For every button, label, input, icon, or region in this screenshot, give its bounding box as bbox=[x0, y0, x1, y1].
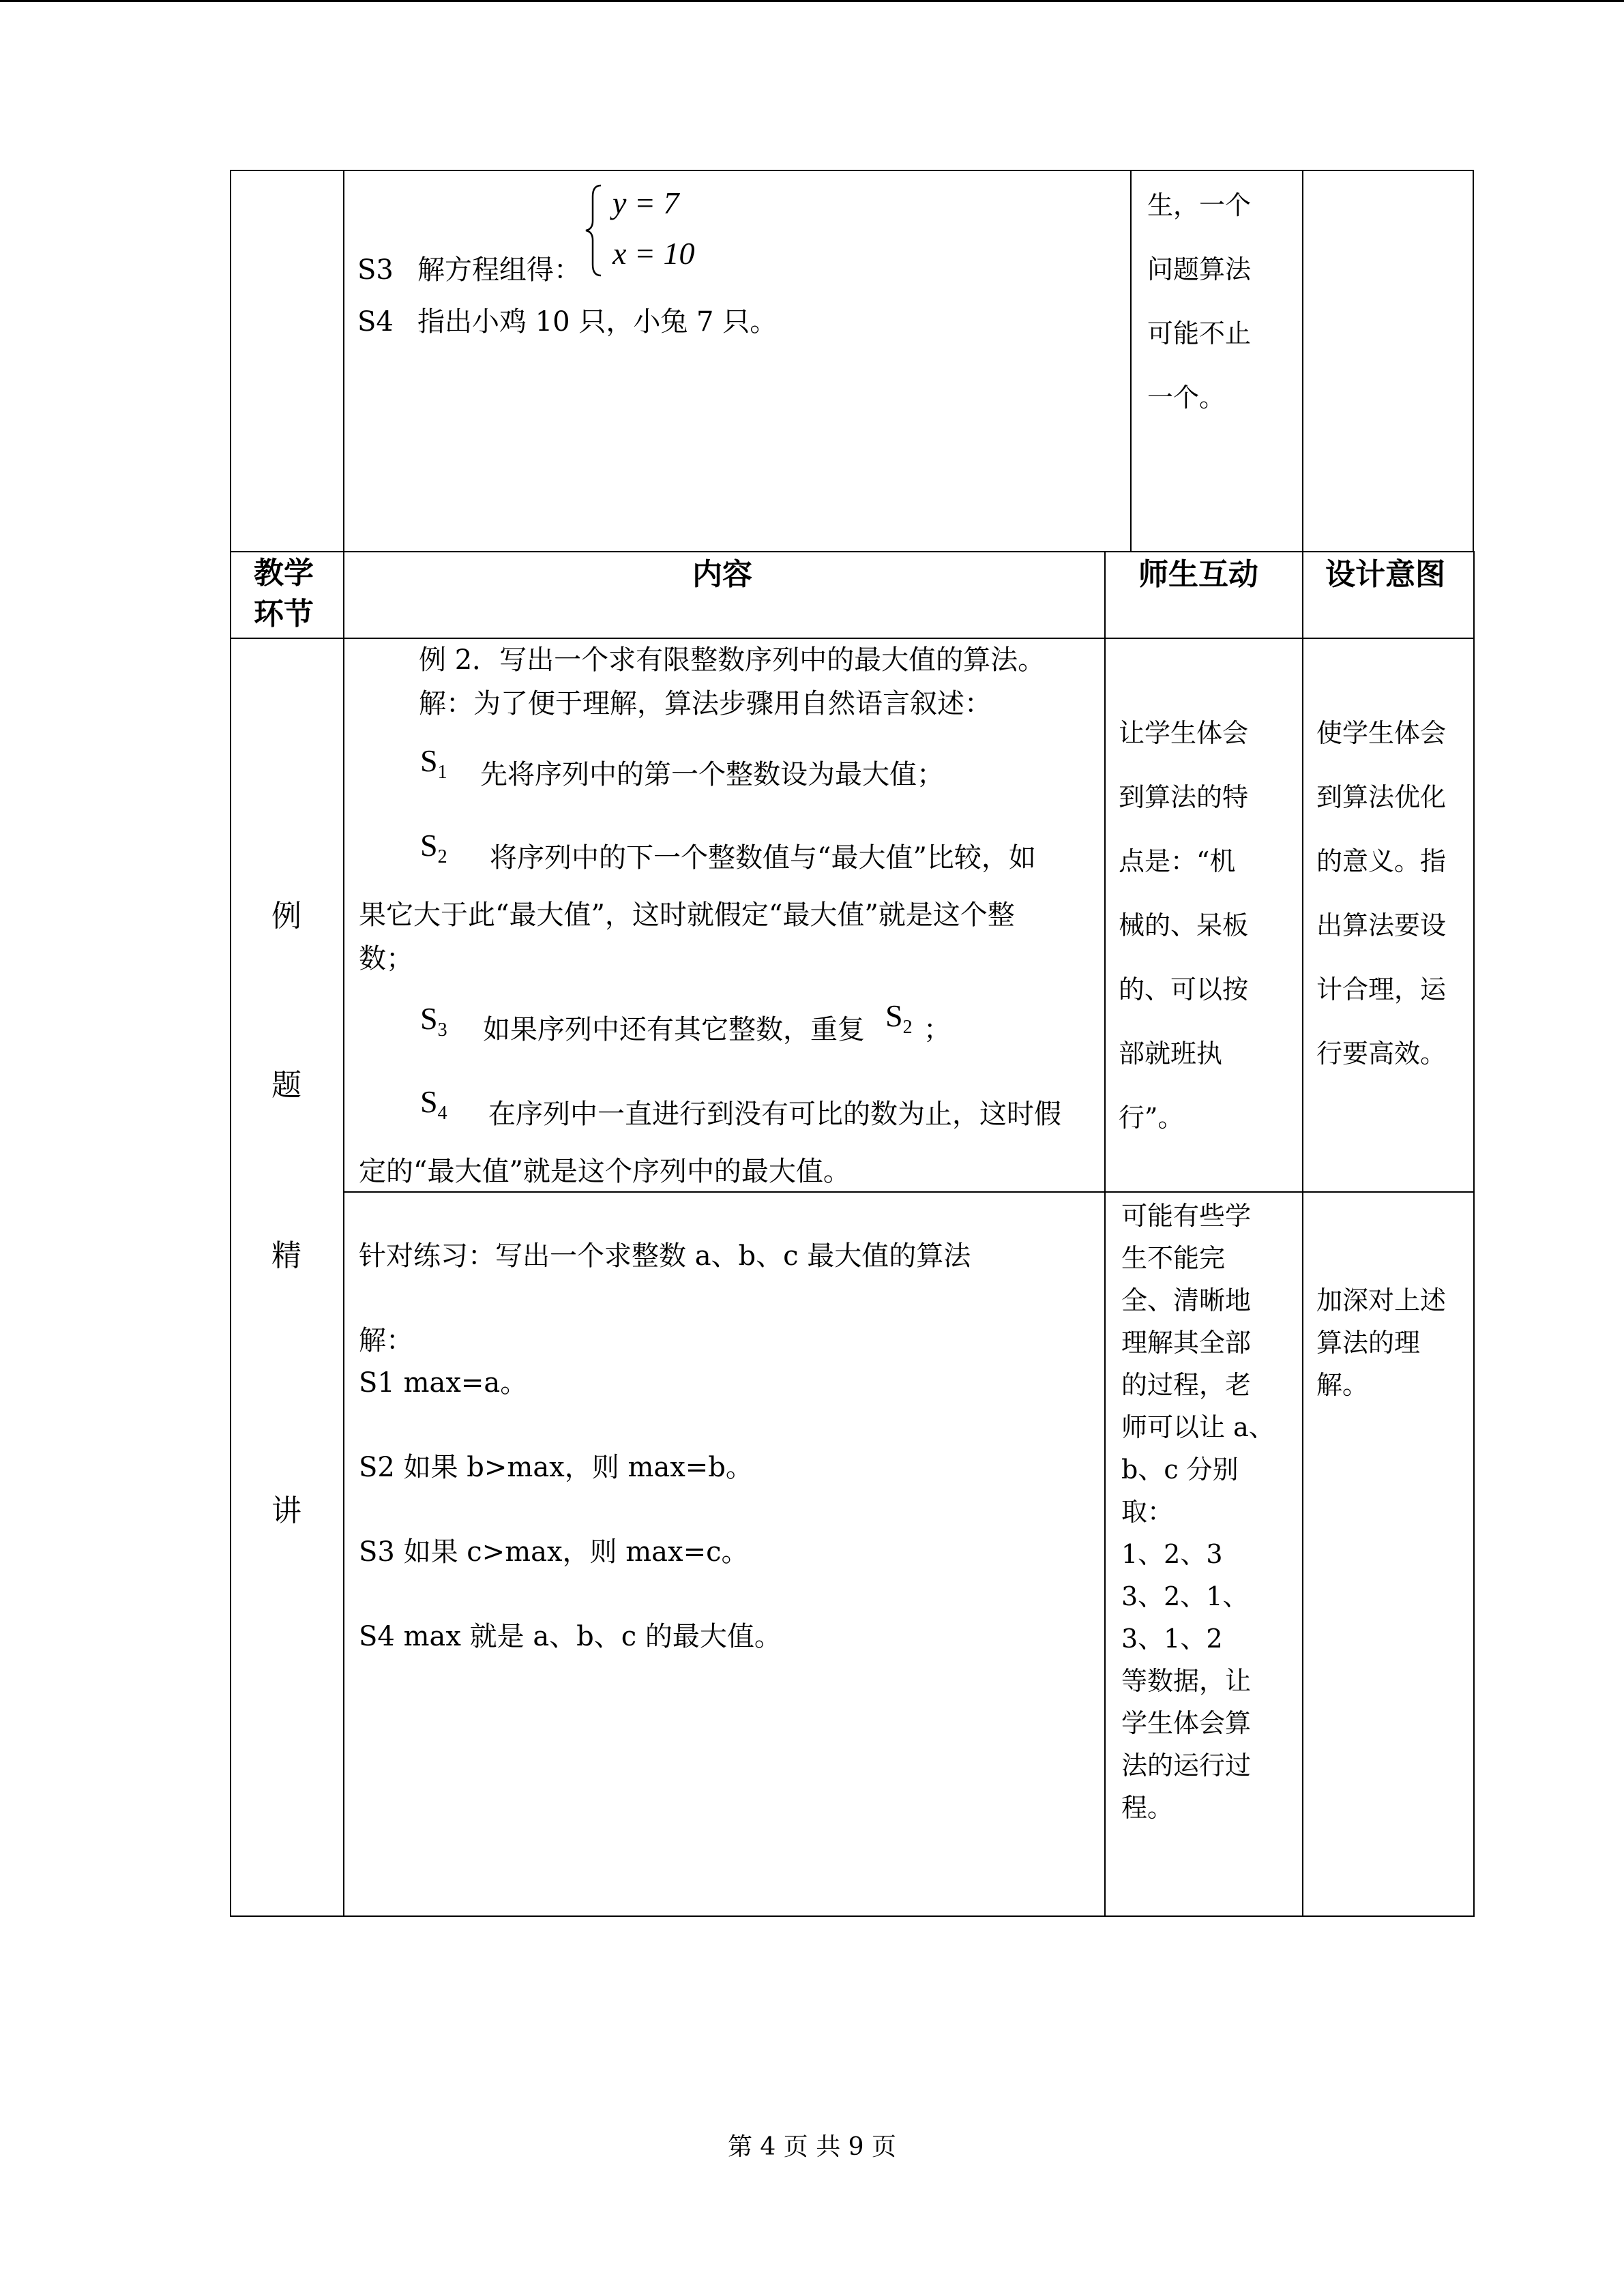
section-char-2: 题 bbox=[271, 1068, 301, 1103]
step-symbol-s4: $S_4$ bbox=[420, 1084, 447, 1124]
practice-step-3: S3 如果 c>max，则 max=c。 bbox=[359, 1536, 749, 1568]
text-line: 使学生体会 bbox=[1316, 718, 1447, 748]
text-line: 部就班执 bbox=[1119, 1039, 1223, 1069]
text-line: 生不能完 bbox=[1121, 1243, 1226, 1273]
practice-title: 针对练习：写出一个求整数 a、b、c 最大值的算法 bbox=[359, 1240, 971, 1272]
practice-step-4: S4 max 就是 a、b、c 的最大值。 bbox=[359, 1621, 782, 1652]
text-line: 全、清晰地 bbox=[1121, 1285, 1252, 1315]
text-line: 算法的理 bbox=[1316, 1328, 1421, 1358]
header-content: 内容 bbox=[692, 557, 752, 592]
text-line: 一个。 bbox=[1147, 383, 1226, 413]
step-symbol-s1: $S_1$ bbox=[420, 743, 447, 783]
equation-brace bbox=[583, 183, 610, 278]
equation-y: y = 7 bbox=[612, 185, 679, 220]
text-line: 可能有些学 bbox=[1121, 1201, 1252, 1231]
top-interaction-cell bbox=[1147, 173, 1251, 430]
example2-step2-line1: 将序列中的下一个整数值与“最大值”比较，如 bbox=[490, 842, 1036, 874]
text-line: 行要高效。 bbox=[1316, 1039, 1447, 1069]
example2-interaction-cell bbox=[1119, 701, 1248, 1150]
practice-intent-cell bbox=[1316, 1279, 1446, 1406]
practice-step-2: S2 如果 b>max，则 max=b。 bbox=[359, 1452, 753, 1483]
example2-step1: 先将序列中的第一个整数设为最大值； bbox=[480, 759, 944, 790]
s4-label: S4 bbox=[357, 306, 394, 338]
example2-step3-tail: ； bbox=[924, 1014, 951, 1045]
text-line: 点是：“机 bbox=[1119, 846, 1236, 876]
text-line: 等数据，让 bbox=[1121, 1666, 1252, 1696]
text-line: 3、2、1、 bbox=[1121, 1581, 1249, 1611]
text-line: 行”。 bbox=[1119, 1103, 1184, 1133]
text-line: 的过程，老 bbox=[1121, 1370, 1252, 1400]
step-symbol-s3: $S_3$ bbox=[420, 1001, 447, 1041]
example2-step4-line1: 在序列中一直进行到没有可比的数为止，这时假 bbox=[488, 1099, 1061, 1130]
text-line: 到算法优化 bbox=[1316, 782, 1447, 812]
text-line: 解。 bbox=[1316, 1370, 1369, 1400]
text-line: 械的、呆板 bbox=[1119, 910, 1249, 940]
example2-title: 例 2．写出一个求有限整数序列中的最大值的算法。 bbox=[419, 644, 1046, 676]
header-section-line2: 环节 bbox=[254, 597, 314, 631]
text-line: 学生体会算 bbox=[1121, 1708, 1252, 1738]
equation-x: x = 10 bbox=[612, 236, 695, 271]
example2-step2-line3: 数； bbox=[359, 943, 413, 974]
section-char-3: 精 bbox=[271, 1238, 301, 1273]
text-line: 的、可以按 bbox=[1119, 974, 1249, 1004]
header-interaction: 师生互动 bbox=[1138, 557, 1258, 592]
section-char-4: 讲 bbox=[271, 1493, 301, 1528]
s3-text: 解方程组得： bbox=[417, 254, 581, 286]
text-line: 问题算法 bbox=[1147, 254, 1252, 284]
page-footer: 第 4 页 共 9 页 bbox=[727, 2133, 897, 2161]
practice-interaction-cell bbox=[1121, 1195, 1275, 1829]
text-line: 计合理，运 bbox=[1316, 974, 1447, 1004]
text-line: 到算法的特 bbox=[1119, 782, 1249, 812]
text-line: 可能不止 bbox=[1147, 318, 1252, 348]
text-line: 出算法要设 bbox=[1316, 910, 1447, 940]
text-line: 法的运行过 bbox=[1121, 1750, 1252, 1780]
header-intent: 设计意图 bbox=[1325, 557, 1445, 592]
header-section-line1: 教学 bbox=[254, 556, 314, 591]
text-line: 师可以让 a、 bbox=[1121, 1412, 1275, 1442]
s4-text: 指出小鸡 10 只，小兔 7 只。 bbox=[417, 306, 778, 338]
section-char-1: 例 bbox=[271, 899, 301, 934]
text-line: 1、2、3 bbox=[1121, 1539, 1223, 1569]
text-line: 取： bbox=[1121, 1497, 1174, 1527]
text-line: 让学生体会 bbox=[1119, 718, 1249, 748]
step-symbol-s2-ref: $S_2$ bbox=[885, 998, 913, 1038]
text-line: 3、1、2 bbox=[1121, 1624, 1223, 1654]
example2-intent-cell bbox=[1316, 701, 1446, 1086]
practice-solution-label: 解： bbox=[359, 1325, 413, 1356]
text-line: 程。 bbox=[1121, 1793, 1174, 1823]
example2-step3: 如果序列中还有其它整数，重复 bbox=[483, 1014, 865, 1045]
example2-solution-intro: 解：为了便于理解，算法步骤用自然语言叙述： bbox=[419, 688, 992, 719]
example2-step4-line2: 定的“最大值”就是这个序列中的最大值。 bbox=[359, 1156, 851, 1187]
step-symbol-s2: $S_2$ bbox=[420, 828, 447, 867]
s3-label: S3 bbox=[357, 254, 394, 286]
practice-step-1: S1 max=a。 bbox=[359, 1367, 528, 1399]
text-line: 理解其全部 bbox=[1121, 1328, 1252, 1358]
example2-step2-line2: 果它大于此“最大值”，这时就假定“最大值”就是这个整 bbox=[359, 899, 1015, 931]
text-line: 的意义。指 bbox=[1316, 846, 1447, 876]
text-line: 生，一个 bbox=[1147, 190, 1252, 220]
text-line: b、c 分别 bbox=[1121, 1455, 1239, 1485]
page-top-rule bbox=[0, 0, 1624, 2]
text-line: 加深对上述 bbox=[1316, 1285, 1447, 1315]
